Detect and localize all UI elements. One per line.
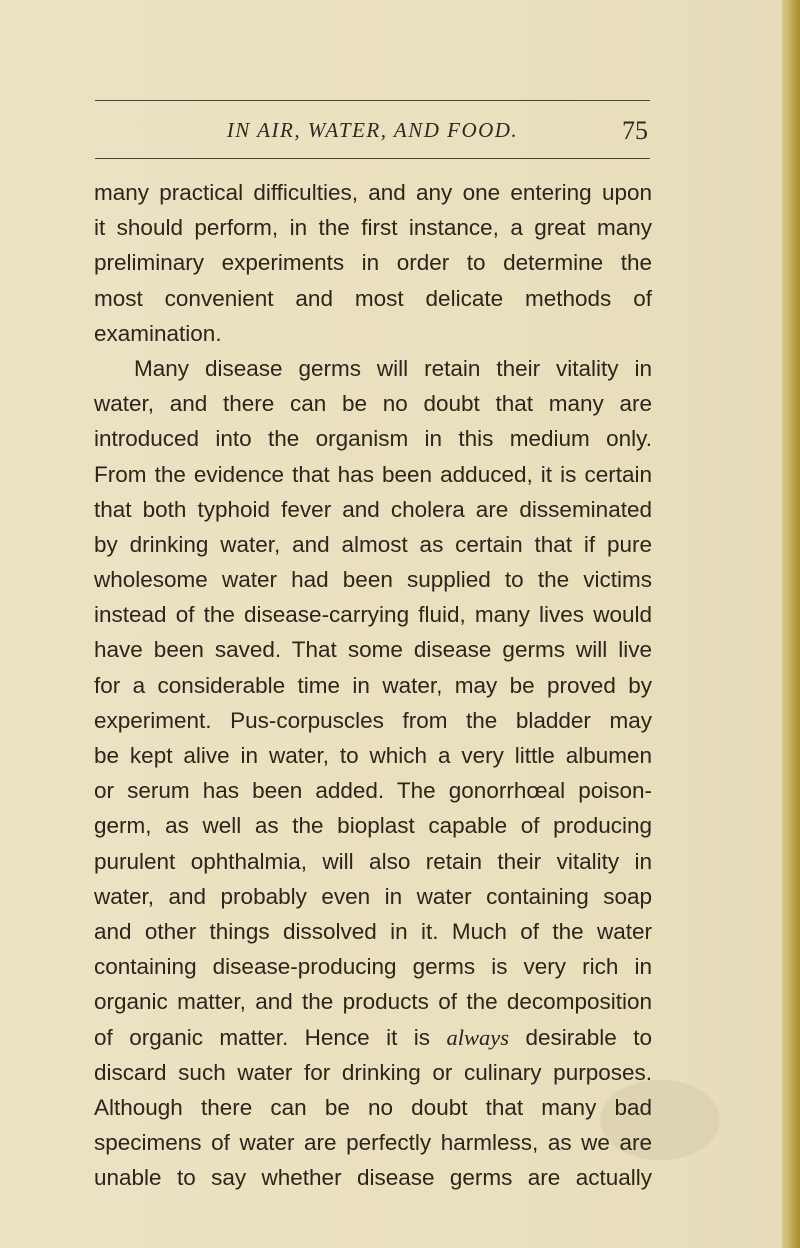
text-line: purulent ophthalmia, will also retain their vitality in (94, 848, 652, 874)
text-line: water, and probably even in water containing soap (94, 883, 652, 909)
text-line: organic matter, and the products of the decomposition (94, 989, 652, 1015)
running-header (95, 114, 650, 154)
text-line: containing disease-producing germs is very rich in (94, 954, 652, 980)
text-line: unable to say whether disease germs are actually (94, 1165, 652, 1191)
text-line: or serum has been added. The gonorrhœal poison- (94, 778, 652, 804)
text-line-start: of organic matter. Hence it is (94, 1024, 431, 1050)
text-line-with-emphasis (94, 1020, 652, 1055)
text-line: be kept alive in water, to which a very little albumen (94, 743, 652, 768)
text-line: that both typhoid fever and cholera are disseminated (94, 496, 652, 522)
emphasized-word: always (446, 1024, 510, 1050)
text-line: and other things dissolved in it. Much of the water (94, 918, 652, 944)
text-line: water, and there can be no doubt that many are (94, 391, 652, 417)
header-rule-top (95, 100, 650, 101)
text-line: discard such water for drinking or culinary purposes. (94, 1059, 652, 1085)
text-line: From the evidence that has been adduced, it is certain (94, 461, 652, 487)
header-rule-bottom (95, 158, 650, 159)
text-line: Although there can be no doubt that many bad (94, 1094, 652, 1120)
page-number: 75 (622, 116, 648, 145)
text-line: experiment. Pus-corpuscles from the bladder may (94, 707, 652, 733)
text-line: Many disease germs will retain their vitality in (134, 355, 652, 381)
page-edge (782, 0, 800, 1248)
text-line: examination. (94, 320, 222, 346)
text-line: specimens of water are perfectly harmless, as we are (94, 1130, 652, 1156)
text-line-end: desirable to (525, 1024, 652, 1050)
text-line: for a considerable time in water, may be proved by (94, 672, 652, 698)
text-line: preliminary experiments in order to determine the (94, 250, 652, 276)
text-line: it should perform, in the first instance, a great many (94, 215, 652, 241)
running-title: IN AIR, WATER, AND FOOD. (226, 118, 519, 142)
text-line: instead of the disease-carrying fluid, many lives would (94, 602, 652, 628)
text-line: introduced into the organism in this medium only. (94, 426, 652, 452)
text-line: most convenient and most delicate methods of (94, 285, 652, 311)
body-text (94, 175, 652, 1195)
text-line: wholesome water had been supplied to the victims (94, 567, 652, 593)
text-line: germ, as well as the bioplast capable of producing (94, 813, 652, 839)
text-line: by drinking water, and almost as certain that if pure (94, 531, 652, 557)
text-line: have been saved. That some disease germs will live (94, 637, 652, 663)
text-line: many practical difficulties, and any one entering upon (94, 180, 652, 205)
